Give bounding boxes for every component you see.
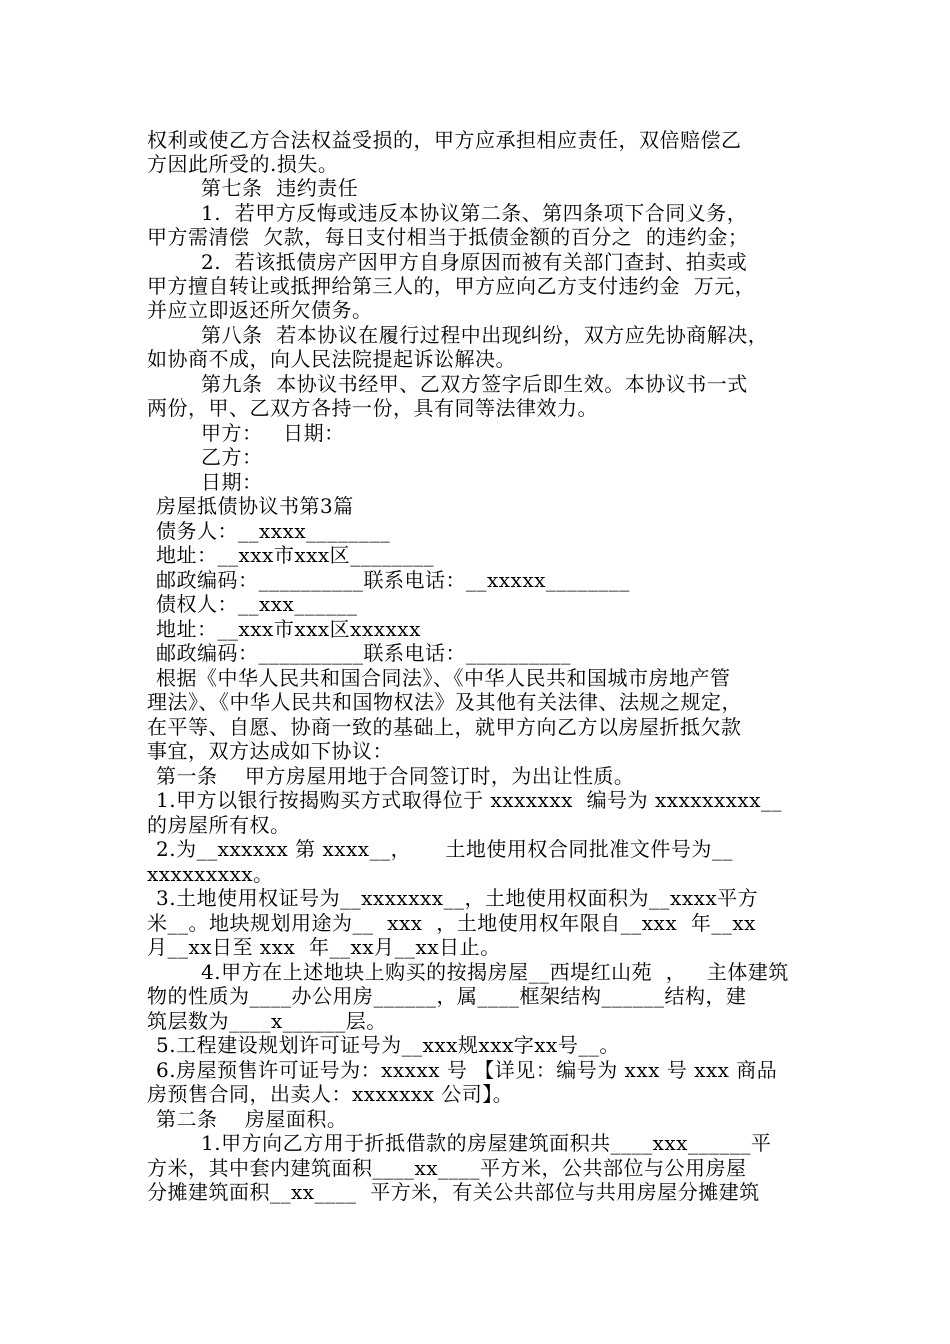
text-line: 筑层数为____x______层。 bbox=[147, 1009, 387, 1033]
party-field: 邮政编码：__________联系电话：__________ bbox=[156, 641, 571, 665]
text-line: 方因此所受的.损失。 bbox=[147, 152, 339, 176]
text-line: 在平等、自愿、协商一致的基础上，就甲方向乙方以房屋折抵欠款 bbox=[147, 715, 742, 739]
signature-line: 甲方： 日期： bbox=[201, 421, 345, 445]
party-field: 邮政编码：__________联系电话：__xxxxx________ bbox=[156, 568, 630, 592]
text-line: 2. 若该抵债房产因甲方自身原因而被有关部门查封、拍卖或 bbox=[201, 250, 748, 274]
text-line: 月__xx日至 xxx 年__xx月__xx日止。 bbox=[147, 935, 501, 959]
text-line: 第八条 若本协议在履行过程中出现纠纷，双方应先协商解决， bbox=[201, 323, 769, 347]
text-line: 5.工程建设规划许可证号为__xxx规xxx字xx号__。 bbox=[156, 1033, 620, 1057]
text-line: 权利或使乙方合法权益受损的，甲方应承担相应责任，双倍赔偿乙 bbox=[147, 128, 742, 152]
text-line: 1.甲方向乙方用于折抵借款的房屋建筑面积共____xxx______平 bbox=[201, 1131, 772, 1155]
text-line: 房预售合同，出卖人：xxxxxxx 公司】。 bbox=[147, 1082, 514, 1106]
section-heading: 第二条 房屋面积。 bbox=[156, 1107, 348, 1131]
text-line: 物的性质为____办公用房______，属____框架结构______结构，建 bbox=[147, 984, 747, 1008]
text-line: 两份，甲、乙双方各持一份，具有同等法律效力。 bbox=[147, 396, 598, 420]
text-line: 的房屋所有权。 bbox=[147, 813, 291, 837]
text-line: 6.房屋预售许可证号为：xxxxx 号 【详见：编号为 xxx 号 xxx 商品 bbox=[156, 1058, 778, 1082]
text-line: 方米，其中套内建筑面积____xx____平方米，公共部位与公用房屋 bbox=[147, 1156, 747, 1180]
text-line: 甲方需清偿 欠款，每日支付相当于抵债金额的百分之 的违约金； bbox=[147, 225, 749, 249]
document-title: 房屋抵债协议书第3篇 bbox=[156, 494, 354, 518]
text-line: 4.甲方在上述地块上购买的按揭房屋__西堤红山苑 ， 主体建筑 bbox=[201, 960, 789, 984]
text-line: 1.甲方以银行按揭购买方式取得位于 xxxxxxx 编号为 xxxxxxxxx__ bbox=[156, 788, 782, 812]
text-line: 1. 若甲方反悔或违反本协议第二条、第四条项下合同义务， bbox=[201, 201, 748, 225]
text-line: 根据《中华人民共和国合同法》、《中华人民共和国城市房地产管 bbox=[156, 666, 731, 690]
party-field: 地址：__xxx市xxx区________ bbox=[156, 543, 435, 567]
section-heading: 第一条 甲方房屋用地于合同签订时，为出让性质。 bbox=[156, 764, 635, 788]
text-line: 理法》、《中华人民共和国物权法》及其他有关法律、法规之规定， bbox=[147, 690, 742, 714]
text-line: 米__。地块规划用途为__ xxx ，土地使用权年限自__xxx 年__xx bbox=[147, 911, 756, 935]
text-line: 事宜，双方达成如下协议： bbox=[147, 739, 393, 763]
signature-line: 日期： bbox=[201, 470, 263, 494]
text-line: 并应立即返还所欠债务。 bbox=[147, 298, 373, 322]
text-line: 3.土地使用权证号为__xxxxxxx__，土地使用权面积为__xxxx平方 bbox=[156, 886, 759, 910]
section-heading: 第七条 违约责任 bbox=[201, 176, 359, 200]
text-line: 2.为__xxxxxx 第 xxxx__， 土地使用权合同批准文件号为__ bbox=[156, 837, 733, 861]
signature-line: 乙方： bbox=[201, 445, 263, 469]
text-line: 分摊建筑面积__xx____ 平方米，有关公共部位与共用房屋分摊建筑 bbox=[147, 1180, 760, 1204]
text-line: 甲方擅自转让或抵押给第三人的，甲方应向乙方支付违约金 万元， bbox=[147, 274, 756, 298]
text-line: 第九条 本协议书经甲、乙双方签字后即生效。本协议书一式 bbox=[201, 372, 748, 396]
party-field: 债务人：__xxxx________ bbox=[156, 519, 391, 543]
text-line: 如协商不成，向人民法院提起诉讼解决。 bbox=[147, 347, 516, 371]
party-field: 地址：__xxx市xxx区xxxxxx bbox=[156, 617, 421, 641]
party-field: 债权人：__xxx______ bbox=[156, 592, 358, 616]
text-line: xxxxxxxxx。 bbox=[147, 862, 274, 886]
